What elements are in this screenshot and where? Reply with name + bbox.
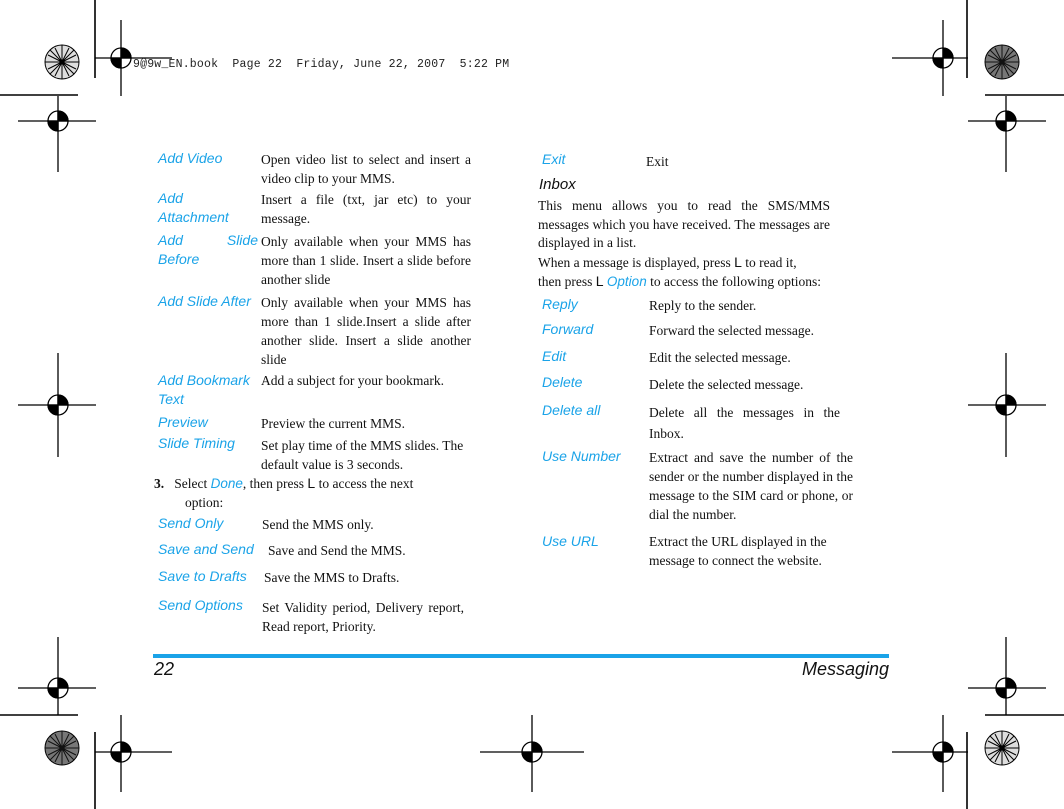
term-delete: Delete (542, 374, 583, 390)
print-header: 9@9w_EN.book Page 22 Friday, June 22, 2007 5:22 PM (133, 58, 510, 71)
step-number: 3. (154, 476, 165, 491)
term-add-slide-before: Add Slide Before (158, 232, 258, 267)
starburst-icon (985, 45, 1019, 79)
term-use-number: Use Number (542, 448, 621, 464)
term-send-only: Send Only (158, 515, 224, 531)
step-3-instruction: 3. Select Done, then press L to access the next option: (154, 475, 414, 510)
term-reply: Reply (542, 296, 578, 312)
starburst-icon (45, 731, 79, 765)
desc-send-only: Send the MMS only. (262, 517, 374, 532)
desc-save-and-send: Save and Send the MMS. (268, 543, 406, 558)
desc-preview: Preview the current MMS. (261, 416, 405, 431)
footer-rule (153, 654, 889, 658)
key-l-icon: L (307, 475, 316, 491)
desc-slide-timing: Set play time of the MMS slides. The default value is 3 seconds. (261, 438, 464, 472)
desc-send-options: Set Validity period, Delivery report, Read report, Priority. (262, 600, 464, 634)
desc-reply: Reply to the sender. (649, 298, 757, 313)
term-save-to-drafts: Save to Drafts (158, 568, 247, 584)
desc-edit: Edit the selected message. (649, 350, 791, 365)
term-slide-timing: Slide Timing (158, 435, 235, 451)
desc-add-slide-after: Only available when your MMS has more than 1 slide.Insert a slide after another slide. Insert a slide another slide (261, 295, 471, 367)
desc-add-video: Open video list to select and insert a video clip to your MMS. (261, 152, 471, 186)
desc-use-url: Extract the URL displayed in the message to connect the website. (649, 534, 827, 568)
desc-exit: Exit (646, 154, 669, 169)
term-exit: Exit (542, 151, 566, 167)
term-delete-all: Delete all (542, 402, 601, 418)
registration-target-icon (968, 637, 1046, 715)
desc-add-slide-before: Only available when your MMS has more than 1 slide. Insert a slide before another slide (261, 234, 471, 287)
registration-target-icon (968, 96, 1046, 172)
desc-delete-all: Delete all the messages in the Inbox. (649, 405, 840, 441)
registration-target-icon (18, 353, 96, 457)
registration-target-icon (892, 715, 968, 792)
term-add-attachment: Add Attachment (158, 190, 229, 225)
term-add-slide-after: Add Slide After (158, 293, 251, 309)
key-l-icon: L (595, 273, 604, 289)
desc-add-attachment: Insert a file (txt, jar etc) to your message. (261, 192, 471, 226)
desc-delete: Delete the selected message. (649, 377, 804, 392)
inbox-paragraph-2: When a message is displayed, press L to read it, then press L Option to access the following options: (538, 254, 822, 289)
registration-target-icon (18, 637, 96, 715)
term-use-url: Use URL (542, 533, 599, 549)
page-number: 22 (154, 659, 175, 679)
section-title-inbox: Inbox (539, 176, 576, 193)
registration-target-icon (480, 715, 584, 792)
term-send-options: Send Options (158, 597, 243, 613)
term-preview: Preview (158, 414, 208, 430)
registration-target-icon (18, 96, 96, 172)
term-forward: Forward (542, 321, 594, 337)
starburst-icon (45, 45, 79, 79)
registration-target-icon (968, 353, 1046, 457)
term-add-bookmark-text: Add Bookmark Text (158, 372, 250, 407)
desc-add-bookmark-text: Add a subject for your bookmark. (261, 373, 444, 388)
desc-forward: Forward the selected message. (649, 323, 814, 338)
term-add-video: Add Video (158, 150, 223, 166)
term-save-and-send: Save and Send (158, 541, 254, 557)
starburst-icon (985, 731, 1019, 765)
footer-section-title: Messaging (801, 659, 889, 679)
desc-save-to-drafts: Save the MMS to Drafts. (264, 570, 400, 585)
keyword-done: Done (210, 476, 243, 491)
registration-target-icon (95, 715, 172, 792)
desc-use-number: Extract and save the number of the sender or the number displayed in the message to the SIM card or phone, or dial the number. (649, 450, 853, 522)
keyword-option: Option (606, 274, 647, 289)
registration-target-icon (892, 20, 968, 96)
key-l-icon: L (734, 254, 742, 270)
inbox-paragraph-1: This menu allows you to read the SMS/MMS messages which you have received. The messages are displayed in a list. (538, 198, 830, 250)
term-edit: Edit (542, 348, 567, 364)
